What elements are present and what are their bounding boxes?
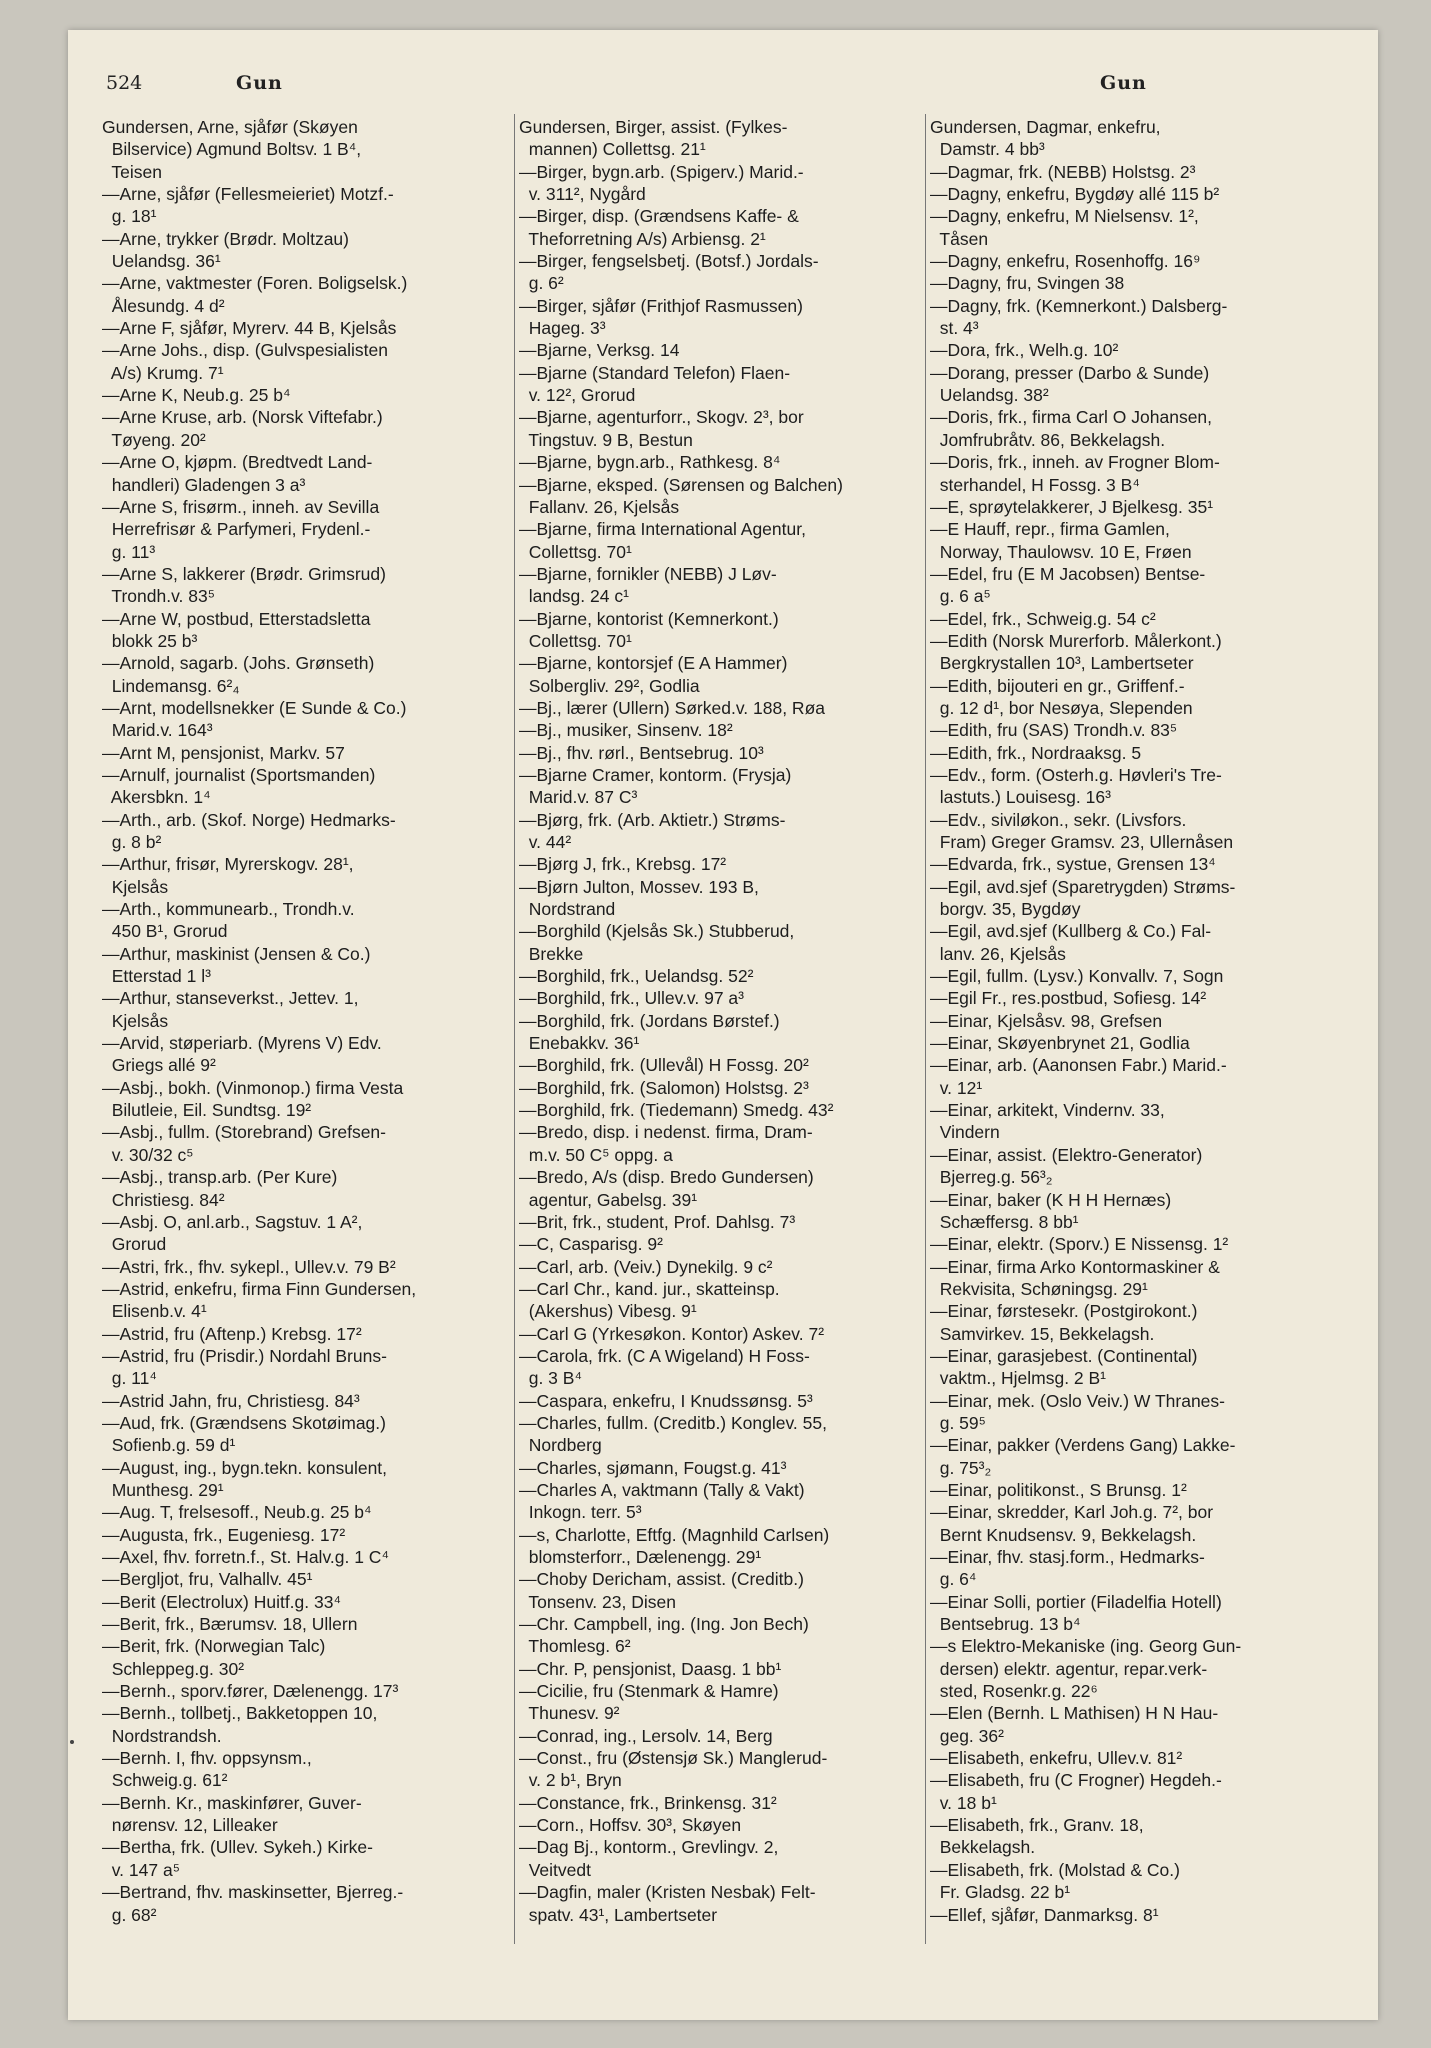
directory-entry-line: —Aud, frk. (Grændsens Skotøimag.) xyxy=(102,1412,386,1433)
directory-entry-line: —Arne Johs., disp. (Gulvspesialisten xyxy=(102,340,388,361)
directory-entry-line: —Arne O, kjøpm. (Bredtvedt Land- xyxy=(102,452,373,473)
directory-entry-line: —Edith (Norsk Murerforb. Målerkont.) xyxy=(930,630,1222,651)
directory-entry-line: mannen) Collettsg. 21¹ xyxy=(519,139,706,160)
directory-entry-line: —Arne, trykker (Brødr. Moltzau) xyxy=(102,228,349,249)
directory-entry-line: —Einar, elektr. (Sporv.) E Nissensg. 1² xyxy=(930,1234,1229,1255)
directory-entry-line: —Egil, fullm. (Lysv.) Konvallv. 7, Sogn xyxy=(930,966,1224,987)
running-head-left: Gun xyxy=(236,72,283,94)
directory-entry-line: —Borghild (Kjelsås Sk.) Stubberud, xyxy=(519,921,795,942)
directory-entry-line: Teisen xyxy=(102,161,162,182)
directory-entry-line: —Bertha, frk. (Ullev. Sykeh.) Kirke- xyxy=(102,1837,373,1858)
directory-entry-line: Jomfrubråtv. 86, Bekkelagsh. xyxy=(930,429,1166,450)
directory-entry-line: Trondh.v. 83⁵ xyxy=(102,586,215,607)
directory-entry-line: sted, Rosenkr.g. 22⁶ xyxy=(930,1681,1098,1702)
directory-entry-line: —Dagfin, maler (Kristen Nesbak) Felt- xyxy=(519,1882,816,1903)
directory-entry-line: Nordberg xyxy=(519,1435,602,1456)
directory-entry-line: —Borghild, frk. (Tiedemann) Smedg. 43² xyxy=(519,1100,834,1121)
page-number: 524 xyxy=(106,72,143,94)
directory-entry-line: g. 8 b² xyxy=(102,832,162,852)
directory-entry-line: g. 18¹ xyxy=(102,206,157,227)
directory-entry-line: v. 30/32 c⁵ xyxy=(102,1144,194,1165)
directory-entry-line: Damstr. 4 bb³ xyxy=(930,139,1045,160)
directory-entry-line: Bergkrystallen 10³, Lambertseter xyxy=(930,653,1194,674)
directory-entry-line: —Constance, frk., Brinkensg. 31² xyxy=(519,1792,777,1813)
directory-entry-line: Uelandsg. 36¹ xyxy=(102,251,221,272)
directory-entry-line: Collettsg. 70¹ xyxy=(519,630,632,651)
directory-entry-line: —Astri, frk., fhv. sykepl., Ullev.v. 79 B² xyxy=(102,1256,396,1277)
directory-entry-line: Solbergliv. 29², Godlia xyxy=(519,675,700,696)
directory-entry-line: —Arthur, frisør, Myrerskogv. 28¹, xyxy=(102,854,354,875)
directory-entry-line: Uelandsg. 38² xyxy=(930,385,1049,406)
directory-entry-line: g. 11³ xyxy=(102,541,156,562)
directory-entry-line: —Edith, fru (SAS) Trondh.v. 83⁵ xyxy=(930,720,1178,741)
directory-entry-line: Kjelsås xyxy=(102,1010,169,1031)
directory-entry-line: Christiesg. 84² xyxy=(102,1189,225,1210)
directory-entry-line: Bentsebrug. 13 b⁴ xyxy=(930,1614,1081,1635)
directory-entry-line: —Einar, baker (K H H Hernæs) xyxy=(930,1189,1172,1210)
directory-entry-line: Enebakkv. 36¹ xyxy=(519,1033,640,1054)
directory-entry-line: —Einar, skredder, Karl Joh.g. 7², bor xyxy=(930,1502,1214,1523)
directory-entry-line: —Borghild, frk., Ullev.v. 97 a³ xyxy=(519,988,744,1009)
directory-entry-line: —Bjarne, eksped. (Sørensen og Balchen) xyxy=(519,474,843,495)
directory-entry-line: Samvirkev. 15, Bekkelagsh. xyxy=(930,1323,1155,1344)
directory-entry-line: —Bjarne (Standard Telefon) Flaen- xyxy=(519,362,791,383)
directory-column-3 xyxy=(930,116,1328,1926)
directory-entry-line: Etterstad 1 l³ xyxy=(102,966,211,987)
directory-entry-line: —Borghild, frk. (Ullevål) H Fossg. 20² xyxy=(519,1055,809,1076)
directory-entry-line: —Bernh. Kr., maskinfører, Guver- xyxy=(102,1792,362,1813)
directory-entry-line: —Edith, bijouteri en gr., Griffenf.- xyxy=(930,675,1185,696)
directory-entry-line: —Birger, fengselsbetj. (Botsf.) Jordals- xyxy=(519,251,819,272)
directory-entry-line: —Bernh., sporv.fører, Dælenengg. 17³ xyxy=(102,1681,399,1702)
directory-entry-line: (Akershus) Vibesg. 9¹ xyxy=(519,1301,697,1322)
directory-entry-line: —Bjarne, agenturforr., Skogv. 2³, bor xyxy=(519,407,804,428)
directory-entry-line: —Arne S, lakkerer (Brødr. Grimsrud) xyxy=(102,563,386,584)
directory-entry-line: —Bjarne Cramer, kontorm. (Frysja) xyxy=(519,764,792,785)
directory-entry-line: —Chr. P, pensjonist, Daasg. 1 bb¹ xyxy=(519,1658,782,1679)
directory-entry-line: nørensv. 12, Lilleaker xyxy=(102,1815,278,1836)
directory-entry-line: —Bredo, disp. i nedenst. firma, Dram- xyxy=(519,1122,813,1143)
directory-entry-line: Thomlesg. 6² xyxy=(519,1636,631,1657)
directory-entry-line: —Astrid Jahn, fru, Christiesg. 84³ xyxy=(102,1390,360,1411)
directory-entry-line: —Carl, arb. (Veiv.) Dynekilg. 9 c² xyxy=(519,1256,773,1277)
directory-entry-line: g. 6 a⁵ xyxy=(930,586,991,607)
directory-entry-line: dersen) elektr. agentur, repar.verk- xyxy=(930,1658,1208,1679)
directory-entry-line: Brekke xyxy=(519,943,584,964)
directory-entry-line: g. 3 B⁴ xyxy=(519,1368,582,1389)
directory-entry-line: st. 4³ xyxy=(930,318,979,339)
directory-entry-line: Rekvisita, Schøningsg. 29¹ xyxy=(930,1278,1148,1299)
directory-entry-line: Schweig.g. 61² xyxy=(102,1770,228,1791)
running-head-right: Gun xyxy=(1100,72,1147,94)
directory-entry-line: —Bjarne, bygn.arb., Rathkesg. 8⁴ xyxy=(519,452,781,473)
directory-entry-line: Tåsen xyxy=(930,228,989,249)
directory-column-2 xyxy=(519,116,917,1926)
directory-entry-line: —Dora, frk., Welh.g. 10² xyxy=(930,340,1119,361)
directory-entry-line: spatv. 43¹, Lambertseter xyxy=(519,1904,718,1925)
directory-entry-line: —E Hauff, repr., firma Gamlen, xyxy=(930,519,1170,540)
directory-entry-line: Gundersen, Arne, sjåfør (Skøyen xyxy=(102,117,358,137)
directory-entry-line: g. 6² xyxy=(519,273,564,294)
directory-entry-line: —Elen (Bernh. L Mathisen) H N Hau- xyxy=(930,1703,1219,1724)
directory-entry-line: Bilservice) Agmund Boltsv. 1 B⁴, xyxy=(102,139,362,160)
directory-column-1 xyxy=(102,116,500,1926)
directory-entry-line: —Bernh., tollbetj., Bakketoppen 10, xyxy=(102,1703,378,1724)
directory-entry-line: v. 2 b¹, Bryn xyxy=(519,1770,622,1791)
directory-entry-line: —Einar, firma Arko Kontormaskiner & xyxy=(930,1256,1220,1277)
directory-entry-line: Marid.v. 164³ xyxy=(102,720,213,741)
directory-entry-line: vaktm., Hjelmsg. 2 B¹ xyxy=(930,1368,1107,1389)
directory-entry-line: —Einar, assist. (Elektro-Generator) xyxy=(930,1144,1203,1165)
directory-entry-line: —Bjørn Julton, Mossev. 193 B, xyxy=(519,876,759,897)
directory-entry-line: handleri) Gladengen 3 a³ xyxy=(102,474,306,495)
directory-entry-line: —Arne F, sjåfør, Myrerv. 44 B, Kjelsås xyxy=(102,318,397,339)
directory-entry-line: —Einar, mek. (Oslo Veiv.) W Thranes- xyxy=(930,1390,1225,1411)
directory-entry-line: —Const., fru (Østensjø Sk.) Manglerud- xyxy=(519,1748,828,1769)
directory-entry-line: —Egil, avd.sjef (Sparetrygden) Strøms- xyxy=(930,876,1236,897)
directory-entry-line: Vindern xyxy=(930,1122,1000,1143)
directory-entry-line: Nordstrand xyxy=(519,899,616,920)
directory-entry-line: Elisenb.v. 4¹ xyxy=(102,1301,207,1322)
directory-entry-line: —Einar, garasjebest. (Continental) xyxy=(930,1345,1198,1366)
directory-entry-line: —Edel, frk., Schweig.g. 54 c² xyxy=(930,608,1156,629)
directory-entry-line: —Arne, sjåfør (Fellesmeieriet) Motzf.- xyxy=(102,184,394,205)
directory-entry-line: —Arne K, Neub.g. 25 b⁴ xyxy=(102,385,291,406)
directory-entry-line: —Ellef, sjåfør, Danmarksg. 8¹ xyxy=(930,1904,1159,1925)
directory-entry-line: —Aug. T, frelsesoff., Neub.g. 25 b⁴ xyxy=(102,1502,372,1523)
directory-entry-line: blokk 25 b³ xyxy=(102,630,198,651)
directory-entry-line: —Arnulf, journalist (Sportsmanden) xyxy=(102,764,376,785)
column-rule-left xyxy=(514,114,515,1944)
directory-entry-line: v. 311², Nygård xyxy=(519,184,646,205)
directory-entry-line: —Einar Solli, portier (Filadelfia Hotell) xyxy=(930,1591,1222,1612)
directory-entry-line: —Charles A, vaktmann (Tally & Vakt) xyxy=(519,1479,805,1500)
directory-entry-line: —Choby Dericham, assist. (Creditb.) xyxy=(519,1569,804,1590)
directory-entry-line: —Einar, førstesekr. (Postgirokont.) xyxy=(930,1301,1198,1322)
directory-entry-line: —Augusta, frk., Eugeniesg. 17² xyxy=(102,1524,346,1545)
directory-entry-line: —August, ing., bygn.tekn. konsulent, xyxy=(102,1457,388,1478)
directory-entry-line: —Conrad, ing., Lersolv. 14, Berg xyxy=(519,1725,773,1746)
directory-entry-line: Fram) Greger Gramsv. 23, Ullernåsen xyxy=(930,832,1234,852)
directory-entry-line: sterhandel, H Fossg. 3 B⁴ xyxy=(930,474,1140,495)
directory-entry-line: —Edv., form. (Osterh.g. Høvleri's Tre- xyxy=(930,764,1222,785)
directory-entry-line: —Bjarne, firma International Agentur, xyxy=(519,519,806,540)
directory-entry-line: Herrefrisør & Parfymeri, Frydenl.- xyxy=(102,519,371,540)
directory-entry-line: landsg. 24 c¹ xyxy=(519,586,629,607)
directory-entry-line: —Elisabeth, frk., Granv. 18, xyxy=(930,1815,1144,1836)
directory-entry-line: —Arnt, modellsnekker (E Sunde & Co.) xyxy=(102,697,407,718)
directory-entry-line: —C, Casparisg. 9² xyxy=(519,1234,663,1255)
directory-entry-line: v. 18 b¹ xyxy=(930,1792,997,1813)
directory-entry-line: —Berit (Electrolux) Huitf.g. 33⁴ xyxy=(102,1591,341,1612)
directory-entry-line: —Asbj., bokh. (Vinmonop.) firma Vesta xyxy=(102,1077,404,1098)
directory-entry-line: —Birger, sjåfør (Frithjof Rasmussen) xyxy=(519,295,803,316)
directory-entry-line: —Corn., Hoffsv. 30³, Skøyen xyxy=(519,1815,742,1836)
directory-entry-line: Bernt Knudsensv. 9, Bekkelagsh. xyxy=(930,1524,1197,1545)
directory-entry-line: —Asbj. O, anl.arb., Sagstuv. 1 A², xyxy=(102,1211,363,1232)
directory-entry-line: Fr. Gladsg. 22 b¹ xyxy=(930,1882,1071,1903)
directory-entry-line: —Arne W, postbud, Etterstadsletta xyxy=(102,608,371,629)
directory-entry-line: Marid.v. 87 C³ xyxy=(519,787,638,808)
directory-entry-line: —Bjørg J, frk., Krebsg. 17² xyxy=(519,854,727,875)
directory-entry-line: —Dag Bj., kontorm., Grevlingv. 2, xyxy=(519,1837,779,1858)
directory-entry-line: —Carl Chr., kand. jur., skatteinsp. xyxy=(519,1278,780,1299)
directory-entry-line: v. 147 a⁵ xyxy=(102,1859,180,1880)
directory-entry-line: —Axel, fhv. forretn.f., St. Halv.g. 1 C⁴ xyxy=(102,1547,389,1567)
directory-entry-line: g. 12 d¹, bor Nesøya, Slependen xyxy=(930,697,1193,718)
directory-entry-line: —Dagny, frk. (Kemnerkont.) Dalsberg- xyxy=(930,295,1228,316)
directory-entry-line: agentur, Gabelsg. 39¹ xyxy=(519,1189,698,1210)
directory-entry-line: —Bjørg, frk. (Arb. Aktietr.) Strøms- xyxy=(519,809,786,830)
directory-entry-line: —Borghild, frk. (Jordans Børstef.) xyxy=(519,1010,780,1031)
directory-entry-line: —Einar, fhv. stasj.form., Hedmarks- xyxy=(930,1547,1205,1567)
directory-entry-line: Munthesg. 29¹ xyxy=(102,1479,224,1500)
directory-entry-line: —Arth., arb. (Skof. Norge) Hedmarks- xyxy=(102,809,396,830)
directory-entry-line: —Borghild, frk. (Salomon) Holstsg. 2³ xyxy=(519,1077,809,1098)
directory-entry-line: —Arne, vaktmester (Foren. Boligselsk.) xyxy=(102,273,408,294)
directory-entry-line: —Dagny, enkefru, M Nielsensv. 1², xyxy=(930,206,1199,227)
column-rule-right xyxy=(925,114,926,1944)
directory-entry-line: Bjerreg.g. 56³₂ xyxy=(930,1167,1053,1188)
directory-entry-line: —Dagny, enkefru, Rosenhoffg. 16⁹ xyxy=(930,251,1201,272)
directory-entry-line: —Elisabeth, frk. (Molstad & Co.) xyxy=(930,1859,1180,1880)
directory-entry-line: —Bjarne, fornikler (NEBB) J Løv- xyxy=(519,563,777,584)
directory-entry-line: —Dagny, enkefru, Bygdøy allé 115 b² xyxy=(930,184,1220,205)
directory-entry-line: —Arnold, sagarb. (Johs. Grønseth) xyxy=(102,653,375,674)
directory-entry-line: —Berit, frk. (Norwegian Talc) xyxy=(102,1636,326,1657)
directory-entry-line: Fallanv. 26, Kjelsås xyxy=(519,496,680,517)
directory-entry-line: —Dorang, presser (Darbo & Sunde) xyxy=(930,362,1210,383)
directory-entry-line: —Astrid, enkefru, firma Finn Gundersen, xyxy=(102,1278,417,1299)
directory-entry-line: Thunesv. 9² xyxy=(519,1703,620,1724)
directory-entry-line: —Berit, frk., Bærumsv. 18, Ullern xyxy=(102,1614,358,1635)
directory-entry-line: Collettsg. 70¹ xyxy=(519,541,632,562)
directory-entry-line: —Caspara, enkefru, I Knudssønsg. 5³ xyxy=(519,1390,813,1411)
directory-entry-line: 450 B¹, Grorud xyxy=(102,921,228,942)
directory-entry-line: —Edvarda, frk., systue, Grensen 13⁴ xyxy=(930,854,1216,875)
directory-entry-line: —s Elektro-Mekaniske (ing. Georg Gun- xyxy=(930,1636,1242,1657)
directory-entry-line: v. 12¹ xyxy=(930,1077,983,1098)
directory-entry-line: Grorud xyxy=(102,1234,167,1255)
directory-entry-line: Akersbkn. 1⁴ xyxy=(102,787,211,808)
directory-entry-line: Norway, Thaulowsv. 10 E, Frøen xyxy=(930,541,1192,562)
directory-entry-line: Inkogn. terr. 5³ xyxy=(519,1502,642,1523)
directory-entry-line: —Edel, fru (E M Jacobsen) Bentse- xyxy=(930,563,1206,584)
directory-entry-line: g. 6⁴ xyxy=(930,1569,977,1590)
directory-entry-line: Veitvedt xyxy=(519,1859,591,1880)
directory-entry-line: —Einar, Skøyenbrynet 21, Godlia xyxy=(930,1033,1190,1054)
directory-entry-line: —Arthur, stanseverkst., Jettev. 1, xyxy=(102,988,359,1009)
directory-entry-line: —Elisabeth, enkefru, Ullev.v. 81² xyxy=(930,1748,1183,1769)
directory-entry-line: —Elisabeth, fru (C Frogner) Hegdeh.- xyxy=(930,1770,1222,1791)
directory-entry-line: —Arne S, frisørm., inneh. av Sevilla xyxy=(102,496,380,517)
directory-entry-line: —E, sprøytelakkerer, J Bjelkesg. 35¹ xyxy=(930,496,1214,517)
directory-entry-line: Tonsenv. 23, Disen xyxy=(519,1591,676,1612)
directory-entry-line: —Birger, disp. (Grændsens Kaffe- & xyxy=(519,206,799,227)
directory-entry-line: Theforretning A/s) Arbiensg. 2¹ xyxy=(519,228,766,249)
directory-entry-line: g. 59⁵ xyxy=(930,1412,986,1433)
directory-entry-line: —Bj., fhv. rørl., Bentsebrug. 10³ xyxy=(519,742,764,763)
directory-entry-line: Tøyeng. 20² xyxy=(102,429,206,450)
directory-entry-line: —Arthur, maskinist (Jensen & Co.) xyxy=(102,943,371,964)
directory-entry-line: borgv. 35, Bygdøy xyxy=(930,899,1081,920)
directory-entry-line: g. 68² xyxy=(102,1904,157,1925)
directory-entry-line: —Einar, politikonst., S Brunsg. 1² xyxy=(930,1479,1187,1500)
directory-entry-line: —Bjarne, kontorist (Kemnerkont.) xyxy=(519,608,779,629)
margin-dot xyxy=(70,1740,74,1744)
directory-entry-line: g. 75³₂ xyxy=(930,1457,992,1478)
directory-entry-line: —Arnt M, pensjonist, Markv. 57 xyxy=(102,742,345,763)
directory-entry-line: —Arne Kruse, arb. (Norsk Viftefabr.) xyxy=(102,407,383,428)
directory-entry-line: —Charles, fullm. (Creditb.) Konglev. 55, xyxy=(519,1412,827,1433)
directory-entry-line: v. 12², Grorud xyxy=(519,385,636,406)
directory-entry-line: geg. 36² xyxy=(930,1725,1004,1746)
directory-entry-line: —Egil, avd.sjef (Kullberg & Co.) Fal- xyxy=(930,921,1212,942)
directory-entry-line: —Bjarne, kontorsjef (E A Hammer) xyxy=(519,653,788,674)
directory-entry-line: blomsterforr., Dælenengg. 29¹ xyxy=(519,1547,762,1567)
directory-entry-line: Nordstrandsh. xyxy=(102,1725,222,1746)
directory-entry-line: —Doris, frk., firma Carl O Johansen, xyxy=(930,407,1213,428)
directory-entry-line: —Cicilie, fru (Stenmark & Hamre) xyxy=(519,1681,779,1702)
directory-entry-line: —Egil Fr., res.postbud, Sofiesg. 14² xyxy=(930,988,1207,1009)
directory-entry-line: —Bj., musiker, Sinsenv. 18² xyxy=(519,720,733,741)
directory-entry-line: —Bertrand, fhv. maskinsetter, Bjerreg.- xyxy=(102,1882,404,1903)
directory-entry-line: —Einar, pakker (Verdens Gang) Lakke- xyxy=(930,1435,1236,1456)
directory-entry-line: m.v. 50 C⁵ oppg. a xyxy=(519,1144,673,1165)
directory-entry-line: —Bergljot, fru, Valhallv. 45¹ xyxy=(102,1569,313,1590)
directory-entry-line: —Dagmar, frk. (NEBB) Holstsg. 2³ xyxy=(930,161,1196,182)
directory-entry-line: —Bernh. I, fhv. oppsynsm., xyxy=(102,1748,312,1769)
directory-entry-line: —Edith, frk., Nordraaksg. 5 xyxy=(930,742,1142,763)
directory-entry-line: —Bjarne, Verksg. 14 xyxy=(519,340,680,361)
directory-entry-line: lanv. 26, Kjelsås xyxy=(930,943,1066,964)
directory-entry-line: Gundersen, Dagmar, enkefru, xyxy=(930,117,1161,137)
directory-entry-line: Tingstuv. 9 B, Bestun xyxy=(519,429,693,450)
directory-entry-line: —Astrid, fru (Prisdir.) Nordahl Bruns- xyxy=(102,1345,387,1366)
directory-entry-line: Schæffersg. 8 bb¹ xyxy=(930,1211,1079,1232)
directory-entry-line: lastuts.) Louisesg. 16³ xyxy=(930,787,1111,808)
directory-entry-line: —Asbj., transp.arb. (Per Kure) xyxy=(102,1167,338,1188)
directory-entry-line: —Edv., siviløkon., sekr. (Livsfors. xyxy=(930,809,1187,830)
directory-entry-line: —Carola, frk. (C A Wigeland) H Foss- xyxy=(519,1345,810,1366)
directory-entry-line: g. 11⁴ xyxy=(102,1368,157,1389)
directory-entry-line: Schleppeg.g. 30² xyxy=(102,1658,245,1679)
directory-entry-line: —Doris, frk., inneh. av Frogner Blom- xyxy=(930,452,1220,473)
directory-page xyxy=(68,30,1378,2020)
directory-entry-line: —Bj., lærer (Ullern) Sørked.v. 188, Røa xyxy=(519,697,825,718)
directory-entry-line: v. 44² xyxy=(519,832,572,852)
directory-entry-line: Kjelsås xyxy=(102,876,169,897)
directory-entry-line: Bekkelagsh. xyxy=(930,1837,1036,1858)
directory-entry-line: —Arvid, støperiarb. (Myrens V) Edv. xyxy=(102,1033,382,1054)
directory-entry-line: —Astrid, fru (Aftenp.) Krebsg. 17² xyxy=(102,1323,362,1344)
directory-entry-line: —Asbj., fullm. (Storebrand) Grefsen- xyxy=(102,1122,386,1143)
directory-entry-line: —Carl G (Yrkesøkon. Kontor) Askev. 7² xyxy=(519,1323,825,1344)
directory-entry-line: —s, Charlotte, Eftfg. (Magnhild Carlsen) xyxy=(519,1524,830,1545)
directory-entry-line: —Bredo, A/s (disp. Bredo Gundersen) xyxy=(519,1167,814,1188)
directory-entry-line: Lindemansg. 6²₄ xyxy=(102,675,240,696)
directory-entry-line: Gundersen, Birger, assist. (Fylkes- xyxy=(519,117,788,137)
directory-entry-line: Griegs allé 9² xyxy=(102,1055,216,1076)
directory-entry-line: Hageg. 3³ xyxy=(519,318,606,339)
directory-entry-line: —Chr. Campbell, ing. (Ing. Jon Bech) xyxy=(519,1614,809,1635)
directory-entry-line: —Einar, arb. (Aanonsen Fabr.) Marid.- xyxy=(930,1055,1227,1076)
directory-entry-line: Ålesundg. 4 d² xyxy=(102,295,225,316)
directory-entry-line: —Birger, bygn.arb. (Spigerv.) Marid.- xyxy=(519,161,804,182)
directory-entry-line: Sofienb.g. 59 d¹ xyxy=(102,1435,236,1456)
directory-entry-line: A/s) Krumg. 7¹ xyxy=(102,362,224,383)
directory-entry-line: —Borghild, frk., Uelandsg. 52² xyxy=(519,966,754,987)
directory-entry-line: —Dagny, fru, Svingen 38 xyxy=(930,273,1125,294)
directory-entry-line: —Charles, sjømann, Fougst.g. 41³ xyxy=(519,1457,787,1478)
directory-entry-line: —Einar, Kjelsåsv. 98, Grefsen xyxy=(930,1010,1163,1031)
directory-entry-line: —Arth., kommunearb., Trondh.v. xyxy=(102,899,355,920)
directory-entry-line: —Einar, arkitekt, Vindernv. 33, xyxy=(930,1100,1165,1121)
directory-entry-line: Bilutleie, Eil. Sundtsg. 19² xyxy=(102,1100,312,1121)
directory-entry-line: —Brit, frk., student, Prof. Dahlsg. 7³ xyxy=(519,1211,796,1232)
